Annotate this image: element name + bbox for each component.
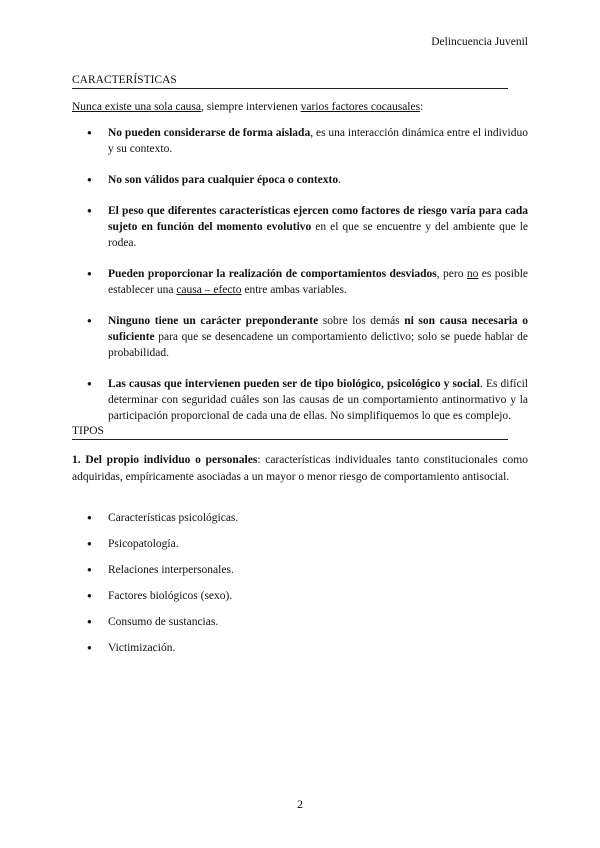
tipos-paragraph-text: : características individuales tanto constitucionales como adquiridas, empíricamente asociadas a un mayor o menor riesgo de comportamiento antisocial.: [72, 454, 529, 483]
page-number: 2: [297, 797, 303, 811]
list-item: ● Pueden proporcionar la realización de comportamientos desviados, pero no es posible establecer una causa – efecto entre ambas variables.: [72, 266, 528, 298]
intro-text-2: , siempre intervienen: [201, 101, 301, 113]
list-item: ● Relaciones interpersonales.: [72, 562, 528, 578]
intro-underlined-1: Nunca existe una sola causa: [72, 101, 202, 113]
list-item: ● Victimización.: [72, 640, 528, 656]
list-item: ● No pueden considerarse de forma aislada, es una interacción dinámica entre el individuo y su contexto.: [72, 125, 528, 157]
list-item: ● Factores biológicos (sexo).: [72, 588, 528, 604]
intro-underlined-2: varios factores cocausales: [300, 101, 421, 113]
list-item: ● Las causas que intervienen pueden ser de tipo biológico, psicológico y social. Es difícil determinar con seguridad cuáles son las causas de un comportamiento antinormativo y la participación proporcional de cada una de ellas. No simplifiquemos lo que es complejo.: [72, 376, 528, 424]
section-heading-caracteristicas: CARACTERÍSTICAS: [72, 73, 508, 89]
list-item: ● No son válidos para cualquier época o contexto.: [72, 172, 528, 188]
list-item: ● Psicopatología.: [72, 536, 528, 552]
list-item: ● Características psicológicas.: [72, 510, 528, 526]
tipos-paragraph: [72, 452, 528, 486]
caracteristicas-list: [72, 125, 528, 439]
intro-text-4: :: [420, 101, 424, 113]
tipos-list: [72, 510, 528, 666]
list-item: ● El peso que diferentes características ejercen como factores de riesgo varía para cada sujeto en función del momento evolutivo en el que se encuentre y del ambiente que le rodea.: [72, 203, 528, 251]
section-heading-tipos: TIPOS: [72, 424, 508, 440]
list-item: ● Consumo de sustancias.: [72, 614, 528, 630]
intro-paragraph: [72, 100, 528, 115]
running-header: Delincuencia Juvenil: [431, 36, 528, 48]
tipos-paragraph-bold: 1. Del propio individuo o personales: [72, 454, 258, 466]
list-item: ● Ninguno tiene un carácter preponderante sobre los demás ni son causa necesaria o suficiente para que se desencadene un comportamiento delictivo; solo se puede hablar de probabilidad.: [72, 313, 528, 361]
